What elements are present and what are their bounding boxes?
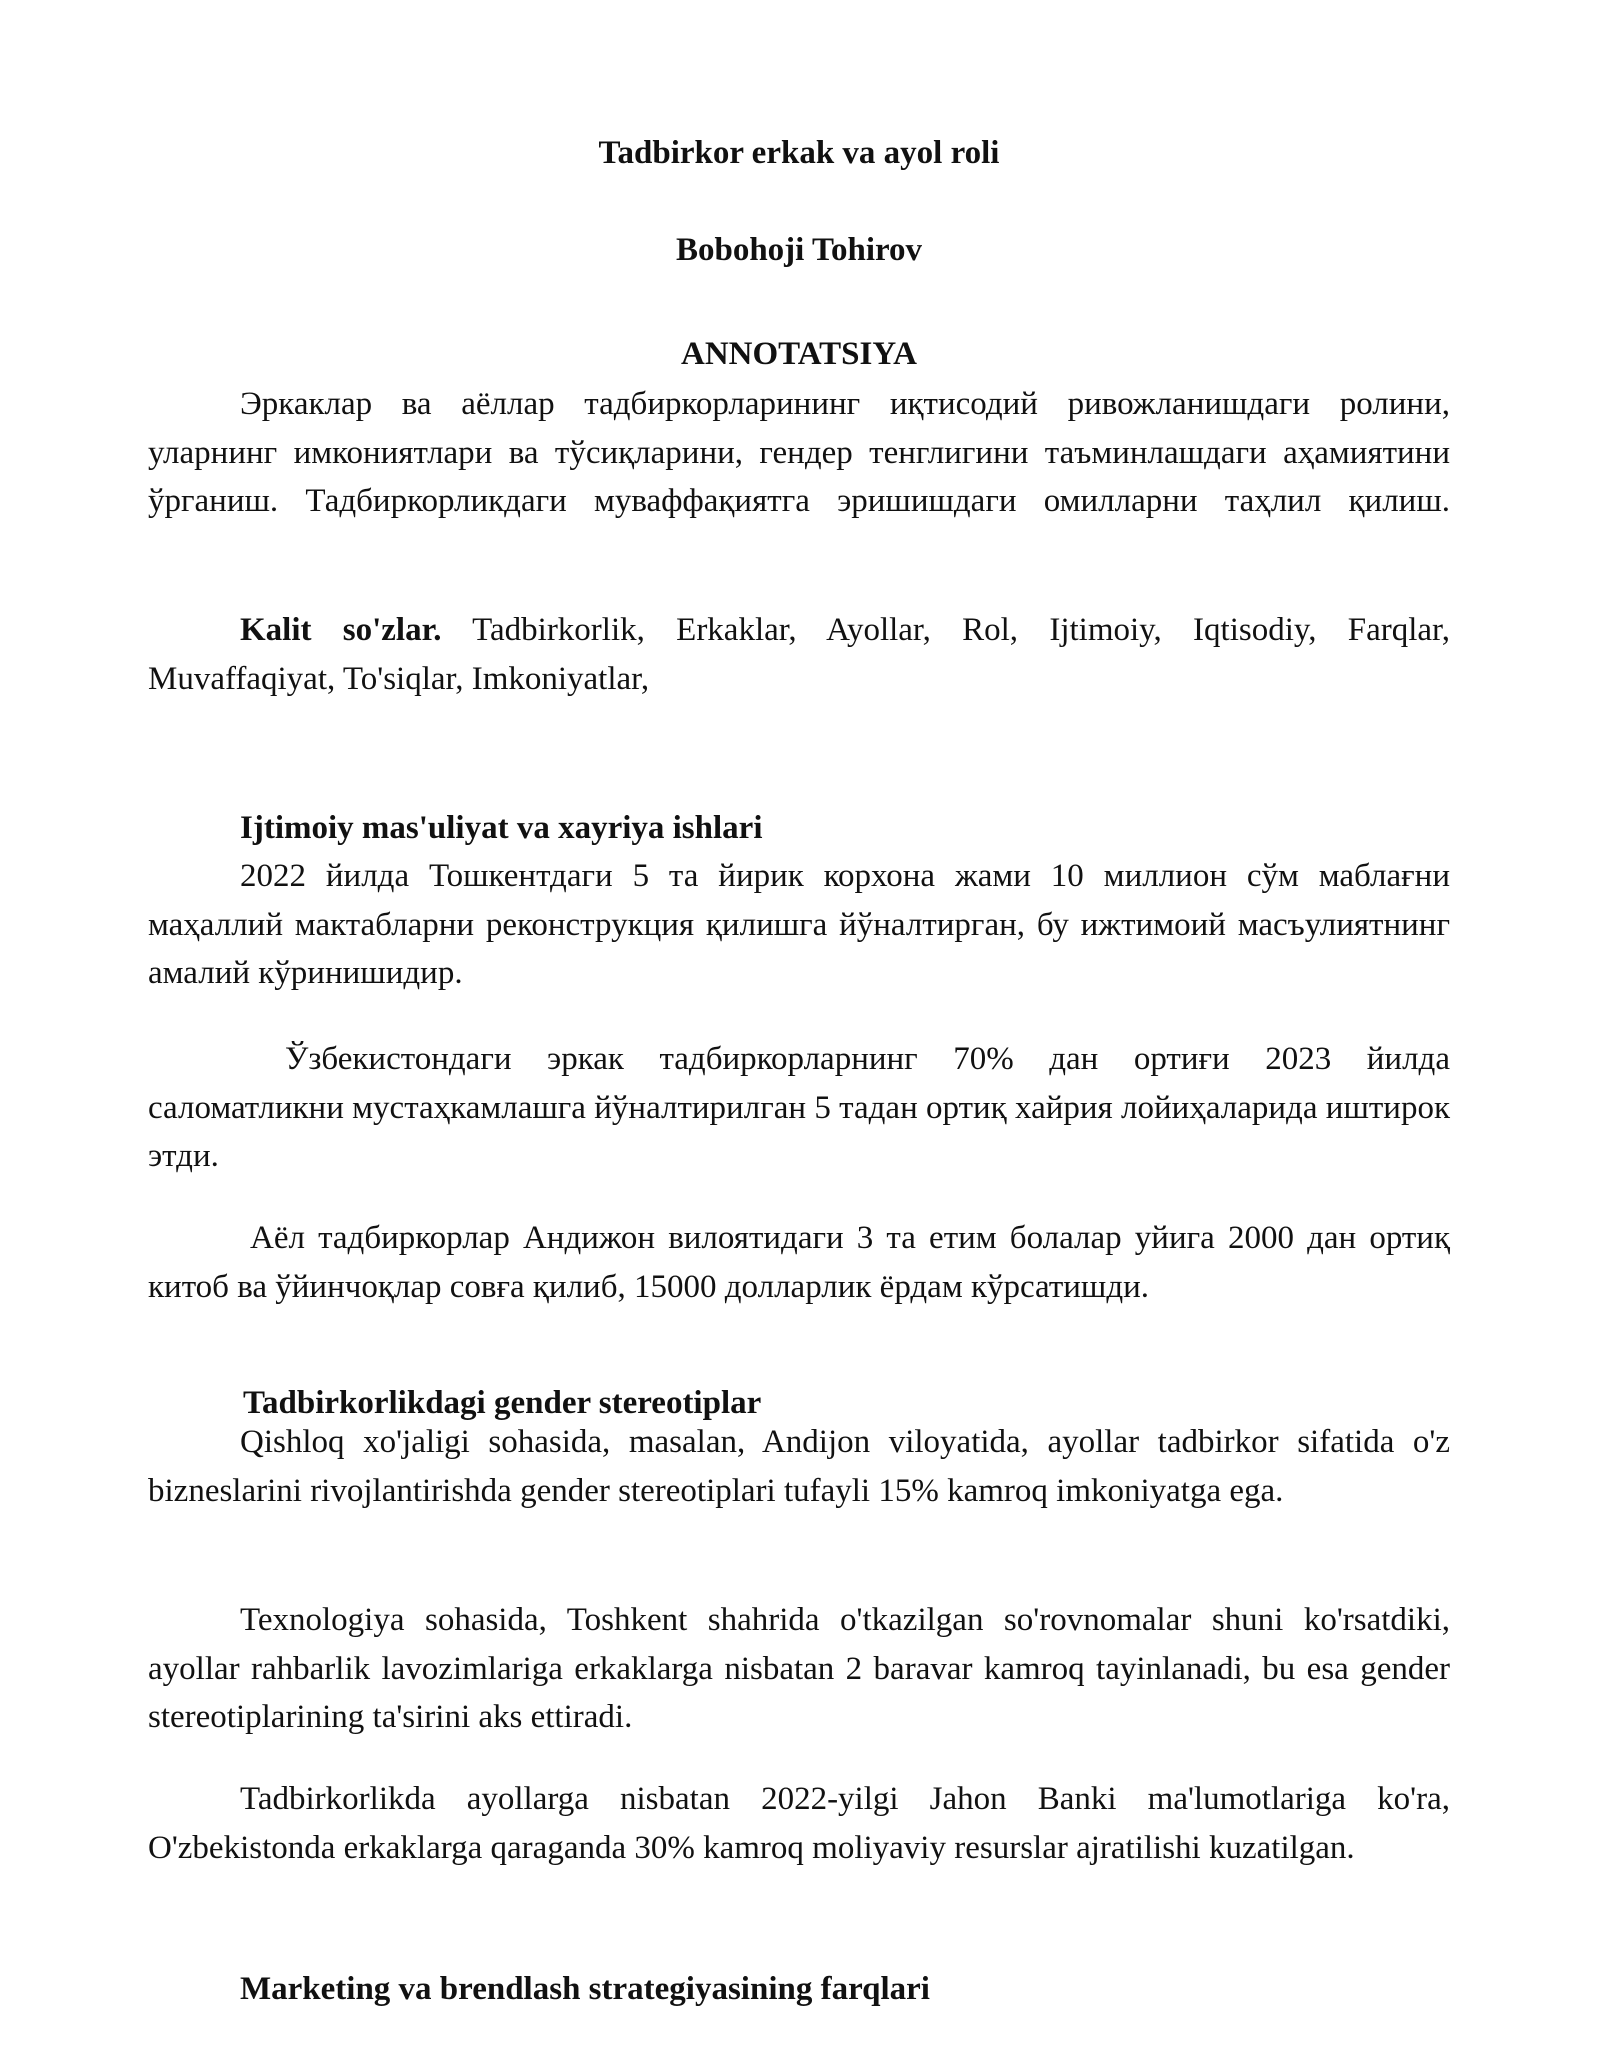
document-title: Tadbirkor erkak va ayol roli: [598, 135, 1000, 171]
section-2-paragraph-1: Qishloq xo'jaligi sohasida, masalan, Andijon viloyatida, ayollar tadbirkor sifatida o'z bizneslarini rivojlantirishda gender stereotiplari tufayli 15% kamroq imkoniyatga ega.: [148, 1424, 1450, 1509]
abstract-text: Эркаклар ва аёллар тадбиркорларининг иқтисодий ривожланишдаги ролини, уларнинг имкониятлари ва тўсиқларини, гендер тенглигини таъминлашдаги аҳамиятини ўрганиш. Тадбиркорликдаги муваффақиятга эришишдаги омилларни таҳлил қилиш.: [148, 386, 1450, 519]
section-1-paragraph-1: 2022 йилда Тошкентдаги 5 та йирик корхона жами 10 миллион сўм маблағни маҳаллий мактабларни реконструкция қилишга йўналтирган, бу ижтимоий масъулиятнинг амалий кўринишидир.: [148, 858, 1450, 991]
section-heading-social-responsibility: Ijtimoiy mas'uliyat va xayriya ishlari: [240, 810, 763, 846]
author-name: Bobohoji Tohirov: [675, 232, 923, 268]
abstract-heading: ANNOTATSIYA: [681, 336, 917, 372]
section-2-paragraph-2: Texnologiya sohasida, Toshkent shahrida o'tkazilgan so'rovnomalar shuni ko'rsatdiki, ayollar rahbarlik lavozimlariga erkaklarga nisbatan 2 baravar kamroq tayinlanadi, bu esa gender stereotiplarining ta'sirini aks ettiradi.: [148, 1602, 1450, 1735]
section-2-paragraph-3: Tadbirkorlikda ayollarga nisbatan 2022-yilgi Jahon Banki ma'lumotlariga ko'ra, O'zbekistonda erkaklarga qaraganda 30% kamroq moliyaviy resurslar ajratilishi kuzatilgan.: [148, 1781, 1450, 1866]
keywords-text: Tadbirkorlik, Erkaklar, Ayollar, Rol, Ijtimoiy, Iqtisodiy, Farqlar, Muvaffaqiyat, To'siqlar, Imkoniyatlar,: [148, 612, 1450, 697]
section-heading-gender-stereotypes: Tadbirkorlikdagi gender stereotiplar: [243, 1385, 762, 1421]
section-heading-marketing-branding: Marketing va brendlash strategiyasining farqlari: [240, 1971, 930, 2007]
keywords-paragraph: [148, 606, 1450, 703]
section-1-paragraph-2: Ўзбекистондаги эркак тадбиркорларнинг 70% дан ортиғи 2023 йилда саломатликни мустаҳкамлашга йўналтирилган 5 тадан ортиқ хайрия лойиҳаларида иштирок этди.: [148, 1041, 1450, 1174]
keywords-label: Kalit so'zlar.: [240, 612, 442, 648]
section-1-paragraph-3: Аёл тадбиркорлар Андижон вилоятидаги 3 та етим болалар уйига 2000 дан ортиқ китоб ва ўйинчоқлар совға қилиб, 15000 долларлик ёрдам кўрсатишди.: [148, 1220, 1450, 1305]
